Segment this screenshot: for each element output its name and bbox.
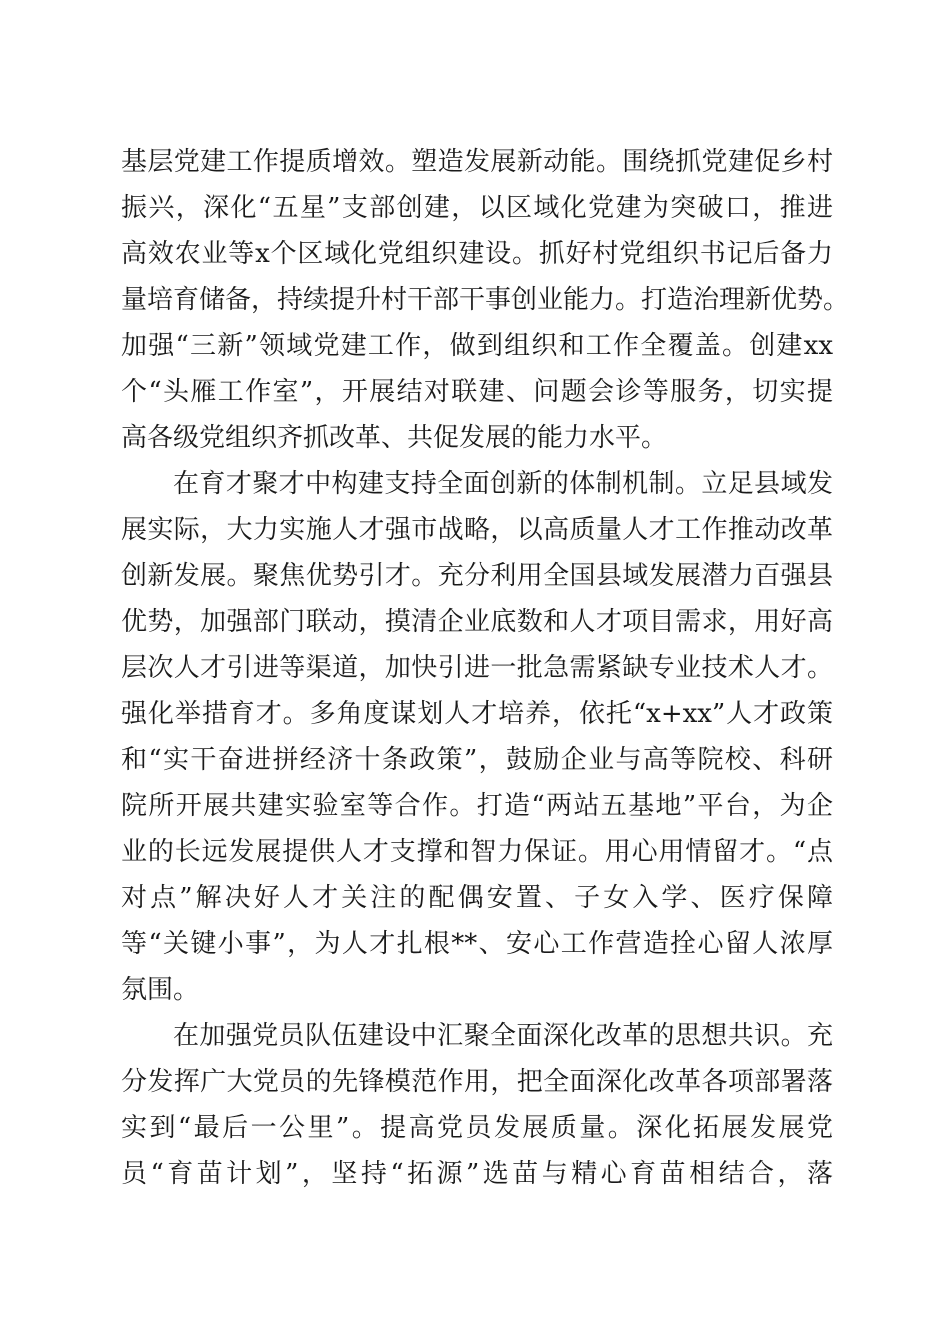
text-line: 员“育苗计划”，坚持“拓源”选苗与精心育苗相结合，落 <box>121 1159 833 1189</box>
text-line: 实到“最后一公里”。提高党员发展质量。深化拓展发展党 <box>121 1113 833 1143</box>
text-line: 量培育储备，持续提升村干部干事创业能力。打造治理新优势。 <box>121 285 850 315</box>
text-line: 振兴，深化“五星”支部创建，以区域化党建为突破口，推进 <box>121 193 833 223</box>
text-line: 创新发展。聚焦优势引才。充分利用全国县域发展潜力百强县 <box>121 561 833 591</box>
paragraph-heading-line: 在育才聚才中构建支持全面创新的体制机制。立足县域发 <box>173 469 833 499</box>
text-line: 等“关键小事”，为人才扎根**、安心工作营造拴心留人浓厚 <box>121 929 833 959</box>
text-line: 个“头雁工作室”，开展结对联建、问题会诊等服务，切实提 <box>121 377 833 407</box>
text-line: 对点”解决好人才关注的配偶安置、子女入学、医疗保障 <box>121 883 833 913</box>
text-line: 基层党建工作提质增效。塑造发展新动能。围绕抓党建促乡村 <box>121 147 833 177</box>
text-line: 层次人才引进等渠道，加快引进一批急需紧缺专业技术人才。 <box>121 653 833 683</box>
text-line: 高效农业等x个区域化党组织建设。抓好村党组织书记后备力 <box>121 239 833 269</box>
text-line: 加强“三新”领域党建工作，做到组织和工作全覆盖。创建xx <box>121 331 833 361</box>
text-line: 优势，加强部门联动，摸清企业底数和人才项目需求，用好高 <box>121 607 833 637</box>
text-line: 业的长远发展提供人才支撑和智力保证。用心用情留才。“点 <box>121 837 833 867</box>
paragraph-heading-line: 在加强党员队伍建设中汇聚全面深化改革的思想共识。充 <box>173 1021 833 1051</box>
text-line: 展实际，大力实施人才强市战略，以高质量人才工作推动改革 <box>121 515 833 545</box>
text-line: 院所开展共建实验室等合作。打造“两站五基地”平台，为企 <box>121 791 833 821</box>
text-line: 和“实干奋进拼经济十条政策”，鼓励企业与高等院校、科研 <box>121 745 833 775</box>
text-line: 氛围。 <box>121 975 200 1005</box>
text-line: 高各级党组织齐抓改革、共促发展的能力水平。 <box>121 423 668 453</box>
text-line: 分发挥广大党员的先锋模范作用，把全面深化改革各项部署落 <box>121 1067 833 1097</box>
text-line: 强化举措育才。多角度谋划人才培养，依托“x+xx”人才政策 <box>121 699 833 729</box>
